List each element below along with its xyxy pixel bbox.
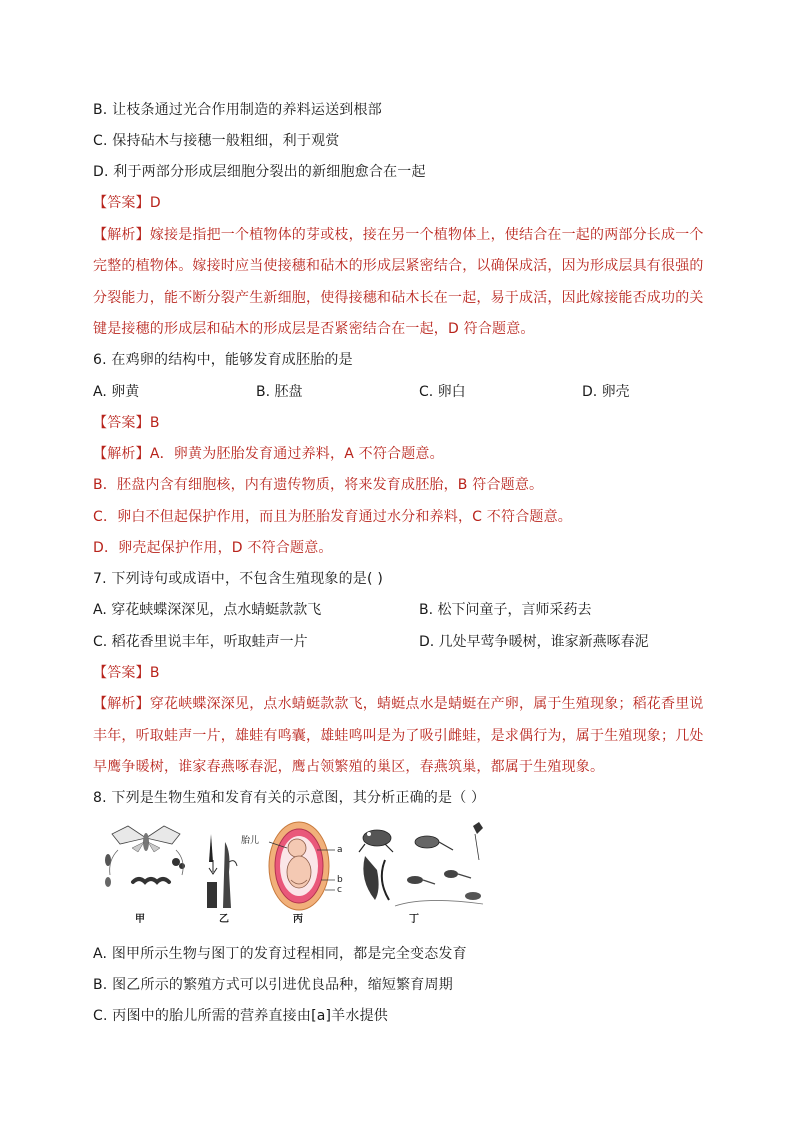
figure-label-jia: 甲 [135, 914, 145, 925]
analysis-tag: 【解析】 [93, 696, 150, 712]
analysis-tag: 【解析】 [93, 227, 150, 243]
q6-answer [93, 413, 160, 433]
q7-analysis-line-1 [93, 694, 704, 714]
analysis-tag: 【解析】 [93, 446, 150, 462]
figure-label-yi: 乙 [219, 914, 229, 925]
q5-option-b: B. 让枝条通过光合作用制造的养料运送到根部 [93, 102, 382, 118]
q8-option-c: C. 丙图中的胎儿所需的营养直接由[a]羊水提供 [93, 1008, 388, 1024]
answer-tag: 【答案】 [93, 195, 150, 211]
answer-value: B [149, 415, 160, 431]
q7-analysis-line-2: 丰年，听取蛙声一片，雄蛙有鸣囊，雄蛙鸣叫是为了吸引雌蛙，是求偶行为，属于生殖现象；几处 [93, 728, 704, 744]
q6-option-b: B. 胚盘 [256, 384, 303, 400]
grafting-illustration [201, 832, 241, 910]
figure-label-ding: 丁 [409, 914, 419, 925]
analysis-text: 嫁接是指把一个植物体的芽或枝，接在另一个植物体上，使结合在一起的两部分长成一个 [149, 227, 704, 243]
q5-answer [93, 193, 161, 213]
q6-option-d: D. 卵壳 [582, 384, 630, 400]
label-c: c [337, 885, 342, 895]
q8-option-a: A. 图甲所示生物与图丁的发育过程相同，都是完全变态发育 [93, 946, 467, 962]
q7-option-a: A. 穿花蛱蝶深深见，点水蜻蜓款款飞 [93, 602, 322, 618]
q7-stem: 7. 下列诗句或成语中，不包含生殖现象的是( ) [93, 571, 383, 587]
answer-value: B [149, 665, 160, 681]
q6-option-a: A. 卵黄 [93, 384, 140, 400]
q7-analysis-line-3: 早鹰争暖树，谁家春燕啄春泥，鹰占领繁殖的巢区，春燕筑巢，都属于生殖现象。 [93, 759, 605, 775]
q5-option-d: D. 利于两部分形成层细胞分裂出的新细胞愈合在一起 [93, 164, 426, 180]
fetus-uterus-illustration [261, 820, 341, 912]
answer-tag: 【答案】 [93, 415, 150, 431]
q7-option-b: B. 松下问童子，言师采药去 [419, 602, 592, 618]
q6-analysis-line-3: C．卵白不但起保护作用，而且为胚胎发育通过水分和养料，C 不符合题意。 [93, 509, 572, 525]
moth-lifecycle-illustration [98, 820, 193, 905]
q7-option-c: C. 稻花香里说丰年，听取蛙声一片 [93, 634, 308, 650]
q5-analysis-line-3: 分裂能力，能不断分裂产生新细胞，使得接穗和砧木长在一起，易于成活，因此嫁接能否成功的关 [93, 290, 704, 306]
q6-analysis-line-2: B．胚盘内含有细胞核，内有遗传物质，将来发育成胚胎，B 符合题意。 [93, 477, 544, 493]
q6-option-c: C. 卵白 [419, 384, 466, 400]
analysis-text: 穿花峡蝶深深见，点水蜻蜓款款飞，蜻蜓点水是蜻蜓在产卵，属于生殖现象；稻花香里说 [149, 696, 704, 712]
figure-label-bing: 丙 [293, 914, 303, 925]
q5-analysis-line-4: 键是接穗的形成层和砧木的形成层是否紧密结合在一起，D 符合题意。 [93, 321, 535, 337]
q8-figure [93, 820, 513, 930]
q5-analysis-line-2: 完整的植物体。嫁接时应当使接穗和砧木的形成层紧密结合，以确保成活，因为形成层具有很强的 [93, 258, 704, 274]
frog-lifecycle-illustration [355, 820, 495, 910]
q6-analysis-line-4: D．卵壳起保护作用，D 不符合题意。 [93, 540, 333, 556]
answer-value: D [149, 195, 161, 211]
q8-stem: 8. 下列是生物生殖和发育有关的示意图，其分析正确的是（ ） [93, 790, 486, 806]
q6-stem: 6. 在鸡卵的结构中，能够发育成胚胎的是 [93, 352, 353, 368]
q5-option-c: C. 保持砧木与接穗一般粗细，利于观赏 [93, 133, 340, 149]
q6-analysis-line-1 [93, 444, 444, 464]
q5-analysis-line-1 [93, 225, 704, 245]
q7-option-d: D. 几处早莺争暖树，谁家新燕啄春泥 [419, 634, 649, 650]
label-fetus: 胎儿 [241, 836, 260, 846]
label-a: a [337, 845, 343, 855]
label-b: b [337, 875, 343, 885]
answer-tag: 【答案】 [93, 665, 150, 681]
q7-answer [93, 663, 160, 683]
analysis-text: A．卵黄为胚胎发育通过养料，A 不符合题意。 [149, 446, 444, 462]
q8-option-b: B. 图乙所示的繁殖方式可以引进优良品种，缩短繁育周期 [93, 977, 453, 993]
